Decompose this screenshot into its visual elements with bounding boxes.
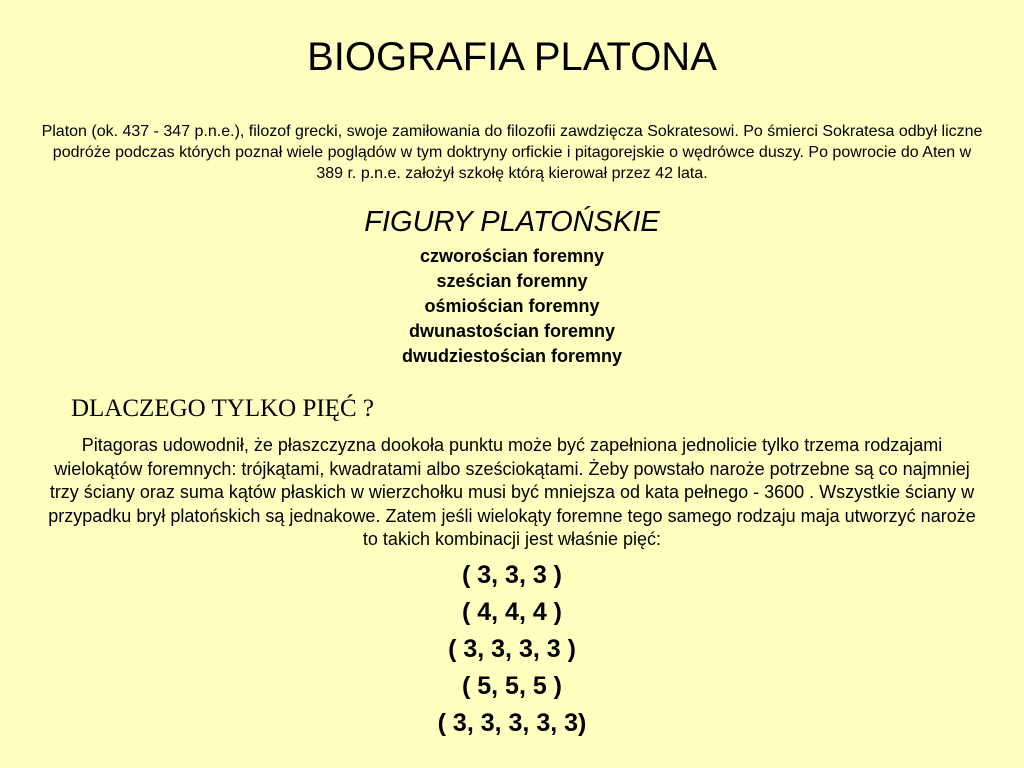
list-item: sześcian foremny: [436, 271, 588, 291]
why-heading: DLACZEGO TYLKO PIĘĆ ?: [71, 395, 374, 422]
list-item: ( 4, 4, 4 ): [461, 598, 563, 626]
list-item: ( 3, 3, 3, 3, 3): [437, 709, 587, 737]
page-title: BIOGRAFIA PLATONA: [307, 35, 717, 79]
figures-heading: FIGURY PLATOŃSKIE: [364, 206, 660, 238]
vertex-combinations-list: [0, 557, 1024, 742]
list-item: ( 5, 5, 5 ): [461, 672, 563, 700]
list-item: ośmiościan foremny: [424, 296, 600, 316]
list-item: dwunastościan foremny: [408, 321, 616, 341]
list-item: ( 3, 3, 3, 3 ): [448, 635, 576, 663]
list-item: dwudziestościan foremny: [401, 346, 623, 366]
platonic-solids-list: [0, 244, 1024, 369]
explanation-paragraph: Pitagoras udowodnił, że płaszczyzna dookoła punktu może być zapełniona jednolicie tylko trzema rodzajami wielokątów foremnych: trójkątami, kwadratami albo sześciokątami. Żeby powstało naroże potrzebne są co najmniej trzy ściany oraz suma kątów płaskich w wierzchołku musi być mniejsza od kata pełnego - 3600 . Wszystkie ściany w przypadku brył platońskich są jednakowe. Zatem jeśli wielokąty foremne tego samego rodzaju maja utworzyć naroże to takich kombinacji jest właśnie pięć:: [48, 435, 976, 549]
list-item: czworościan foremny: [419, 246, 605, 266]
list-item: ( 3, 3, 3 ): [461, 561, 563, 589]
biography-paragraph: Platon (ok. 437 - 347 p.n.e.), filozof grecki, swoje zamiłowania do filozofii zawdzięcza Sokratesowi. Po śmierci Sokratesa odbył liczne podróże podczas których poznał wiele poglądów w tym doktryny orfickie i pitagorejskie o wędrówce duszy. Po powrocie do Aten w 389 r. p.n.e. założył szkołę którą kierował przez 42 lata.: [41, 123, 983, 182]
